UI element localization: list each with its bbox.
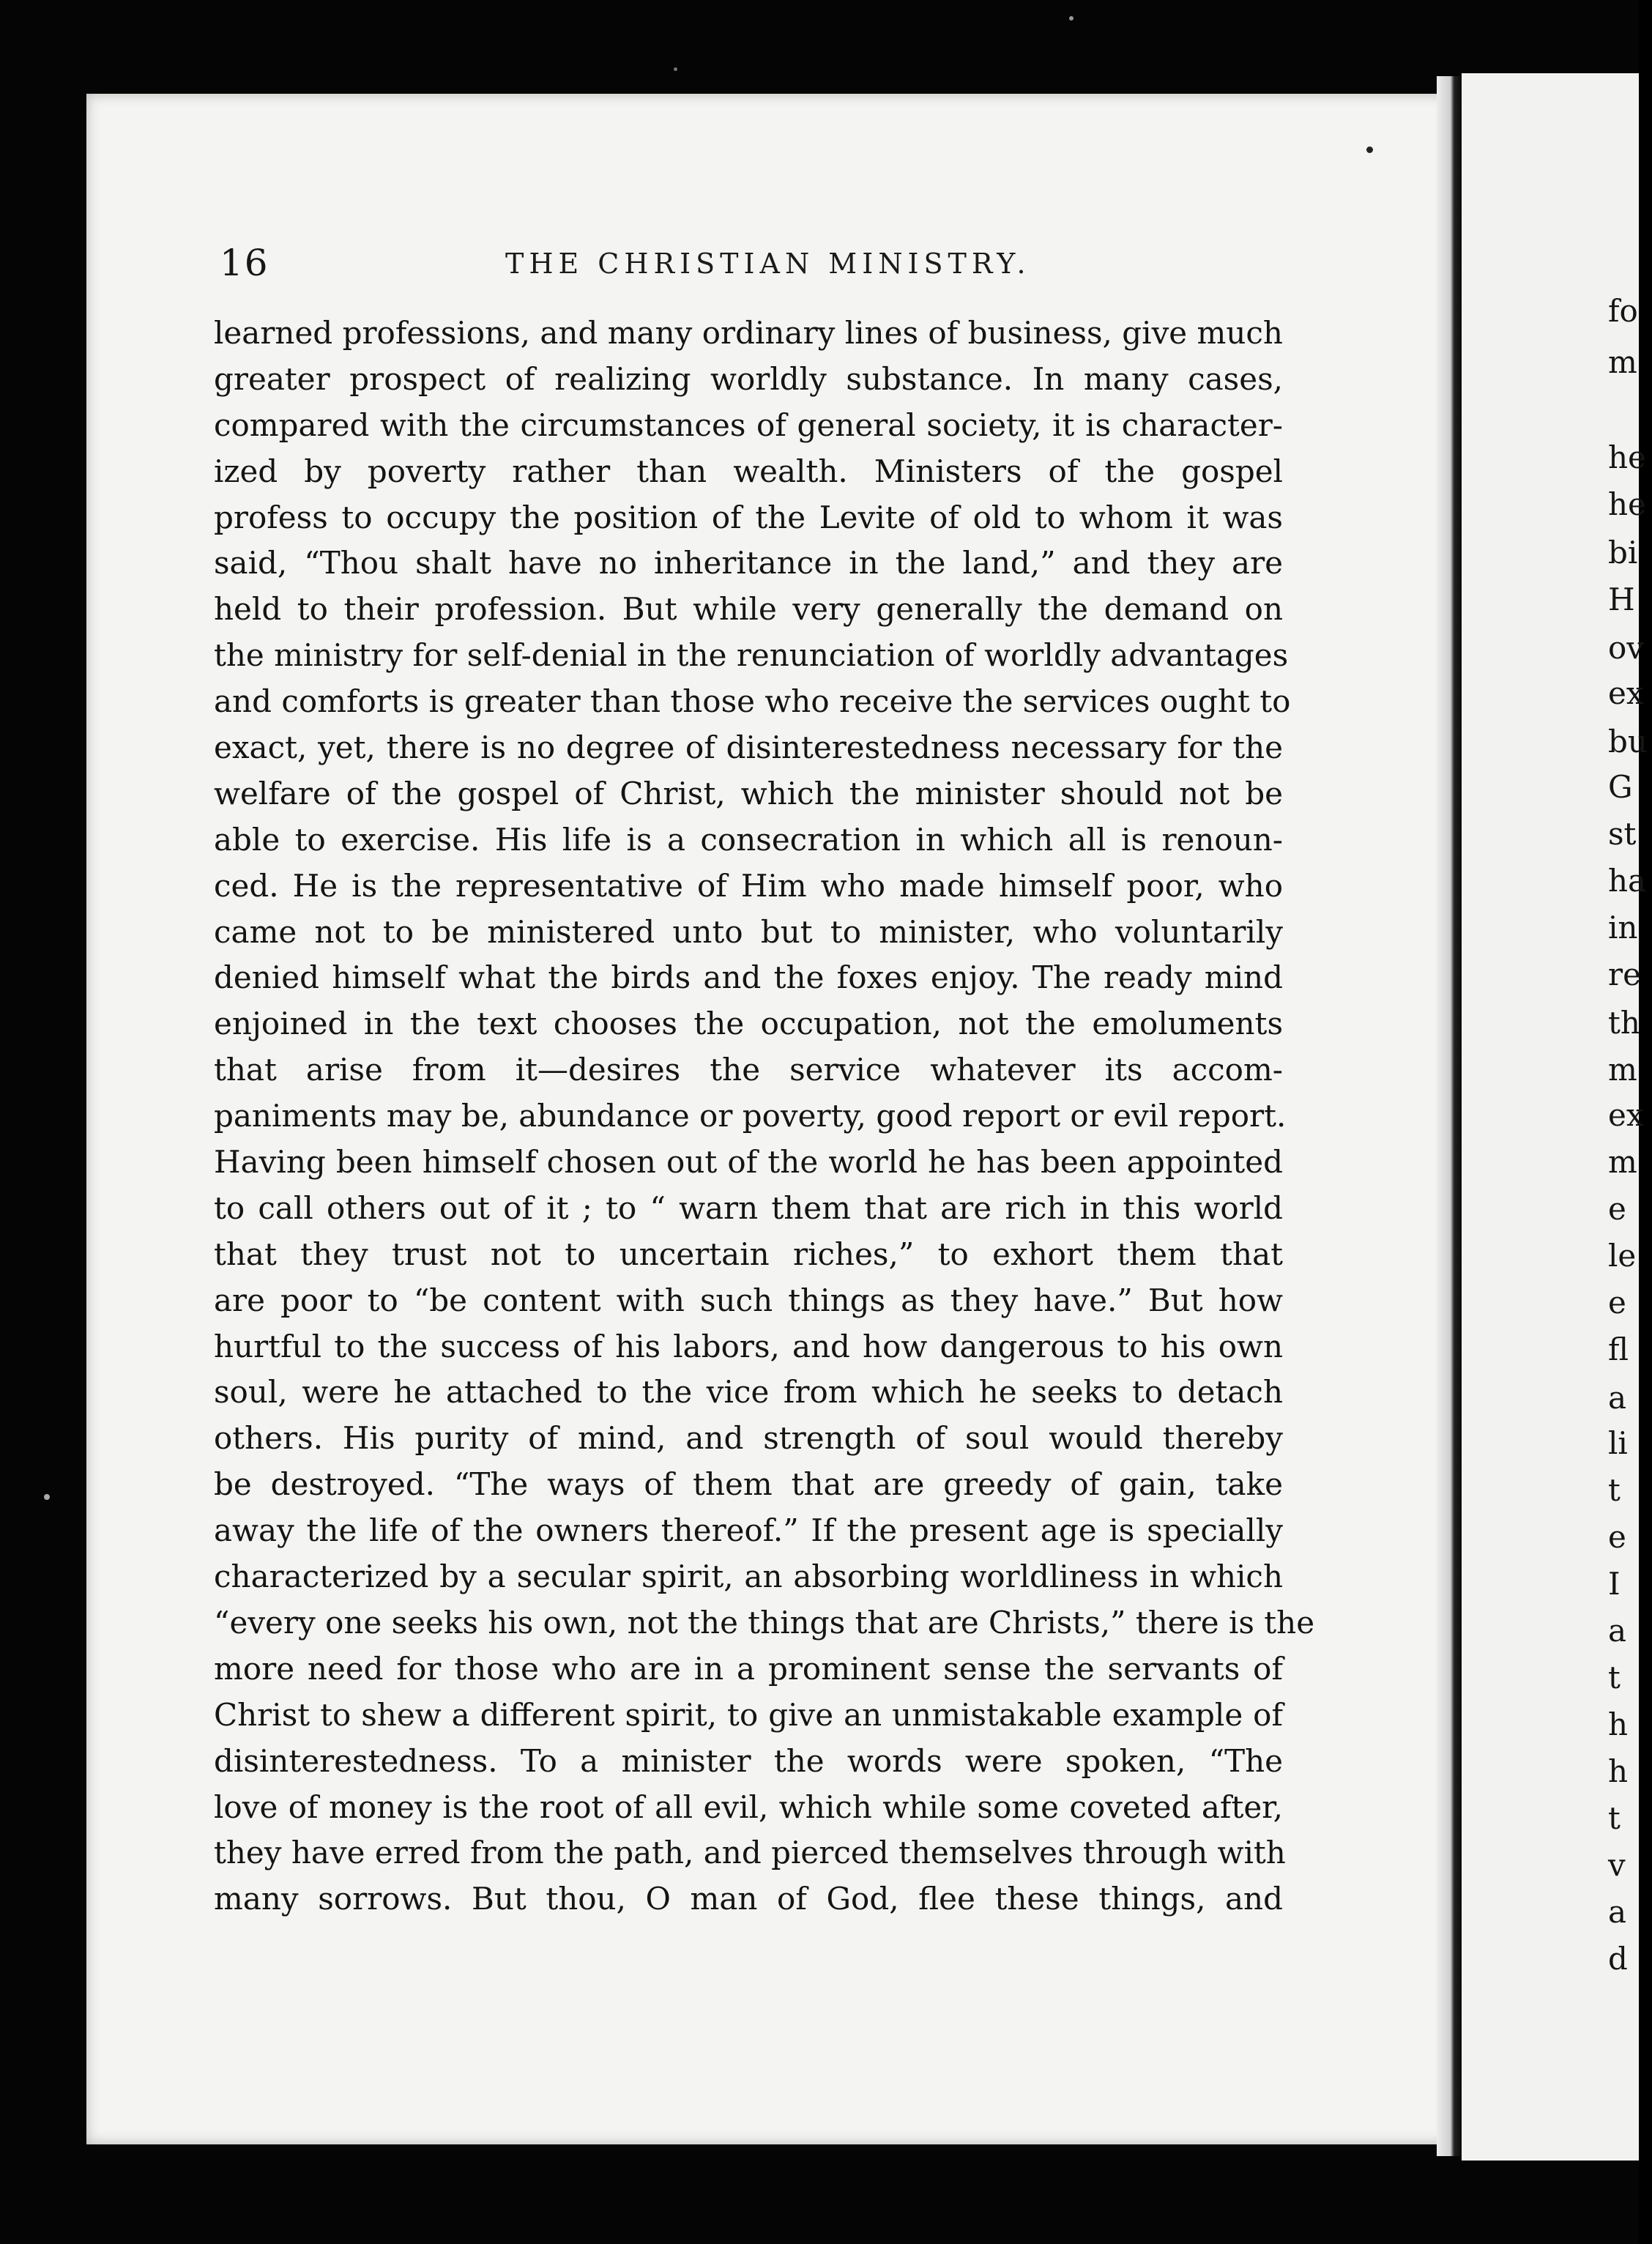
facing-page-fragment: fo [1608,293,1638,329]
text-line: profess to occupy the position of the Levite of old to whom it was [214,499,1283,535]
facing-page-fragment: re [1608,956,1641,992]
text-line: and comforts is greater than those who receive the services ought to [214,683,1291,720]
dust-speck [1366,146,1373,153]
dust-speck [44,1494,50,1500]
facing-page-fragment: ha [1608,863,1647,899]
facing-page-fragment: e [1608,1191,1626,1227]
dust-speck [1069,16,1074,21]
facing-page-fragment: G [1608,769,1633,805]
text-line: the ministry for self-denial in the renunciation of worldly advantages [214,637,1289,674]
text-line: many sorrows. But thou, O man of God, flee these things, and [214,1881,1283,1917]
facing-page-fragment: in [1608,910,1638,945]
text-line: learned professions, and many ordinary lines of business, give much [214,315,1283,351]
facing-page-fragment: ov [1608,630,1645,666]
facing-page-fragment: t [1608,1800,1621,1836]
text-line: greater prospect of realizing worldly substance. In many cases, [214,360,1283,397]
facing-page-fragment: st [1608,816,1637,852]
body-text [214,311,1315,1922]
text-line: paniments may be, abundance or poverty, good report or evil report. [214,1098,1287,1134]
facing-page-fragment: H [1608,582,1635,617]
facing-page-fragment: a [1608,1613,1627,1649]
facing-page-fragment: fl [1608,1331,1629,1367]
facing-page-fragment: m [1608,344,1637,380]
facing-page-fragment: le [1608,1238,1637,1274]
text-line: came not to be ministered unto but to minister, who voluntarily [214,913,1283,950]
facing-page-fragment: bu [1608,724,1648,759]
text-line: able to exercise. His life is a consecration in which all is renoun- [214,821,1283,858]
text-line: “every one seeks his own, not the things that are Christs,” there is the [214,1604,1315,1641]
facing-page-fragment: t [1608,1472,1621,1508]
facing-page-fragment: he [1608,486,1646,522]
text-line: welfare of the gospel of Christ, which the minister should not be [214,775,1283,811]
text-line: away the life of the owners thereof.” If the present age is specially [214,1512,1283,1549]
text-line: that they trust not to uncertain riches,” to exhort them that [214,1236,1283,1272]
text-line: ced. He is the representative of Him who made himself poor, who [214,867,1283,904]
text-line: exact, yet, there is no degree of disinterestedness necessary for the [214,729,1283,766]
text-line: soul, were he attached to the vice from which he seeks to detach [214,1374,1283,1411]
facing-page-fragment: a [1608,1380,1627,1416]
running-title: THE CHRISTIAN MINISTRY. [505,248,1031,280]
facing-page-fragment: I [1608,1566,1621,1602]
facing-page-fragment: he [1608,439,1646,475]
facing-page-fragment: h [1608,1706,1629,1742]
facing-page-fragment: m [1608,1144,1637,1180]
book-gutter [1437,76,1462,2156]
text-line: disinterestedness. To a minister the words were spoken, “The [214,1742,1283,1779]
facing-page-fragment: t [1608,1660,1621,1695]
facing-page-fragment: th [1608,1005,1640,1041]
text-line: to call others out of it ; to “ warn them that are rich in this world [214,1189,1283,1226]
facing-page-fragment: ex [1608,1097,1644,1133]
text-line: be destroyed. “The ways of them that are greedy of gain, take [214,1466,1283,1503]
text-line: characterized by a secular spirit, an absorbing worldliness in which [214,1558,1283,1595]
facing-page-fragment: ex [1608,675,1644,711]
facing-page-fragment: bi [1608,535,1638,571]
text-line: hurtful to the success of his labors, and how dangerous to his own [214,1328,1283,1364]
facing-page-fragment: v [1608,1847,1626,1883]
text-line: they have erred from the path, and pierced themselves through with [214,1835,1286,1871]
facing-page-fragment: li [1608,1425,1628,1461]
text-line: compared with the circumstances of general society, it is character- [214,406,1283,443]
facing-page-fragment: a [1608,1894,1627,1930]
text-line: others. His purity of mind, and strength of soul would thereby [214,1420,1283,1457]
text-line: enjoined in the text chooses the occupation, not the emoluments [214,1006,1283,1042]
text-line: that arise from it—desires the service whatever its accom- [214,1052,1283,1088]
dust-speck [674,67,677,71]
facing-page-fragment: e [1608,1519,1626,1555]
text-line: more need for those who are in a prominent sense the servants of [214,1650,1283,1687]
facing-page-fragment: d [1608,1941,1628,1977]
facing-page-fragment: h [1608,1753,1629,1789]
page-number: 16 [220,242,269,284]
running-head [220,242,1289,286]
text-line: love of money is the root of all evil, which while some coveted after, [214,1788,1283,1825]
text-line: are poor to “be content with such things as they have.” But how [214,1282,1283,1318]
text-line: denied himself what the birds and the foxes enjoy. The ready mind [214,959,1283,996]
text-line: ized by poverty rather than wealth. Ministers of the gospel [214,453,1283,489]
text-line: said, “Thou shalt have no inheritance in the land,” and they are [214,545,1283,582]
facing-page-fragment: m [1608,1052,1637,1088]
text-line: Christ to shew a different spirit, to give an unmistakable example of [214,1696,1283,1733]
facing-page-fragment: e [1608,1285,1626,1320]
text-line: Having been himself chosen out of the world he has been appointed [214,1144,1283,1181]
text-line: held to their profession. But while very generally the demand on [214,591,1283,628]
